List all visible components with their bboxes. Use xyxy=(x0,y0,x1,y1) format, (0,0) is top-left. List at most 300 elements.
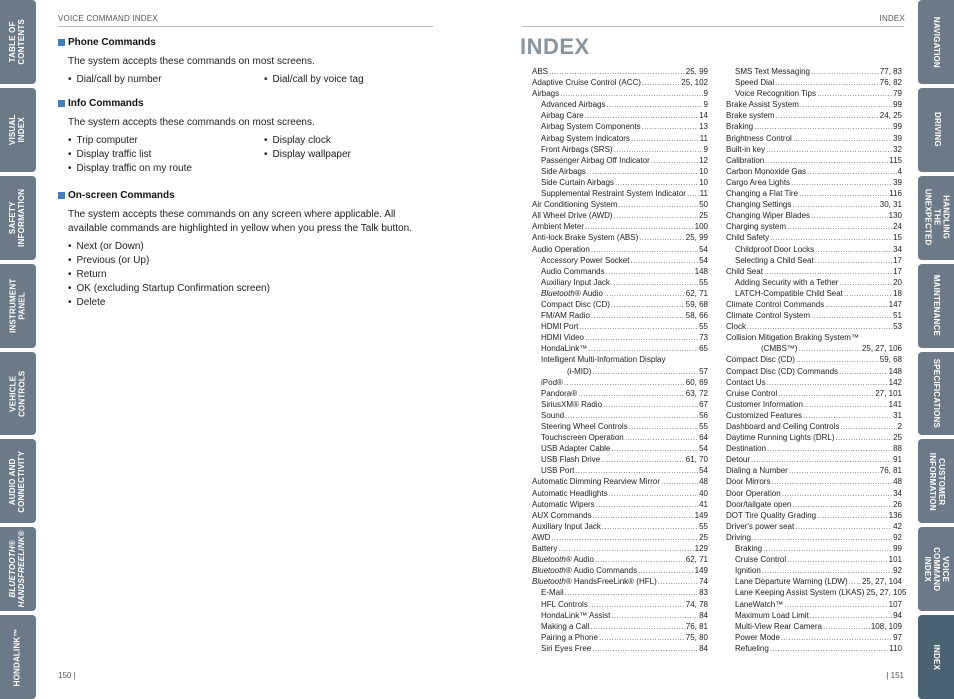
index-entry[interactable] xyxy=(726,255,902,266)
index-entry-pages[interactable]: 10 xyxy=(699,166,708,176)
index-entry[interactable] xyxy=(726,454,902,465)
index-entry[interactable] xyxy=(532,499,708,510)
index-entry[interactable] xyxy=(532,465,708,476)
list-item: • Delete xyxy=(68,296,433,310)
index-entry-label: Contact Us xyxy=(726,377,766,387)
index-entry-pages[interactable]: 55 xyxy=(699,322,708,332)
index-entry[interactable] xyxy=(726,410,902,421)
index-entry-pages[interactable]: 99 xyxy=(893,122,902,132)
index-entry[interactable] xyxy=(532,121,708,132)
index-entry[interactable] xyxy=(726,288,902,299)
index-entry-pages[interactable]: 4 xyxy=(897,166,902,176)
index-entry-label: Carbon Monoxide Gas xyxy=(726,166,807,176)
index-entry[interactable] xyxy=(532,110,708,121)
square-bullet-icon xyxy=(58,100,65,107)
dot-leader xyxy=(631,133,699,144)
phone-commands-section xyxy=(58,37,433,87)
index-entry[interactable] xyxy=(726,88,902,99)
index-entry-pages[interactable]: 11 xyxy=(699,189,708,199)
index-entry-pages[interactable]: 94 xyxy=(893,610,902,620)
index-entry-pages[interactable]: 25, 27, 104 xyxy=(861,577,902,587)
index-entry-label: Driver's power seat xyxy=(726,521,795,531)
index-entry-pages[interactable]: 148 xyxy=(888,366,902,376)
index-entry-pages[interactable]: 76, 81 xyxy=(685,621,708,631)
index-entry-pages[interactable]: 2 xyxy=(897,422,902,431)
index-entry-pages[interactable]: 9 xyxy=(703,89,708,99)
index-entry-pages[interactable]: 50 xyxy=(699,200,708,210)
index-entry[interactable] xyxy=(726,599,902,610)
index-entry-pages[interactable]: 74, 78 xyxy=(685,599,708,609)
tab-visual-index[interactable] xyxy=(0,88,36,172)
index-entry-pages[interactable]: 56 xyxy=(699,410,708,420)
index-entry[interactable] xyxy=(726,177,902,188)
index-entry[interactable] xyxy=(532,188,708,199)
index-entry[interactable] xyxy=(532,221,708,232)
index-entry-pages[interactable]: 39 xyxy=(893,177,902,187)
index-entry[interactable] xyxy=(726,110,902,121)
dot-leader xyxy=(603,399,698,410)
index-entry[interactable] xyxy=(726,244,902,255)
index-entry-pages[interactable]: 17 xyxy=(893,255,902,265)
index-entry[interactable] xyxy=(532,266,708,277)
index-entry-pages[interactable]: 75, 80 xyxy=(685,632,708,642)
index-entry-pages[interactable]: 83 xyxy=(699,588,708,598)
index-entry[interactable] xyxy=(532,632,708,643)
index-entry-pages[interactable]: 129 xyxy=(694,544,708,554)
index-entry-pages[interactable]: 97 xyxy=(893,632,902,642)
index-entry[interactable] xyxy=(532,277,708,288)
index-entry-pages[interactable]: 59, 68 xyxy=(879,355,902,365)
index-entry-pages[interactable]: 149 xyxy=(694,510,708,520)
index-entry[interactable] xyxy=(532,554,708,565)
list-item: • Return xyxy=(68,268,433,282)
index-entry-pages[interactable]: 60, 69 xyxy=(685,377,708,387)
index-entry[interactable] xyxy=(726,188,902,199)
index-entry[interactable] xyxy=(532,488,708,499)
tab-specifications[interactable] xyxy=(918,352,954,436)
index-entry-pages[interactable]: 147 xyxy=(888,299,902,309)
index-entry[interactable] xyxy=(532,332,708,343)
index-entry-pages[interactable]: 149 xyxy=(694,566,708,576)
index-entry-label: Charging system xyxy=(726,222,787,232)
dot-leader xyxy=(787,221,892,232)
index-entry[interactable] xyxy=(726,443,902,454)
index-entry[interactable] xyxy=(532,377,708,388)
index-entry[interactable] xyxy=(532,144,708,155)
index-entry[interactable] xyxy=(726,510,902,521)
index-entry-pages[interactable]: 24 xyxy=(893,222,902,232)
index-entry-label: Lane Keeping Assist System (LKAS) xyxy=(735,588,865,598)
section-description: The system accepts these commands on any screen where applicable. All available commands are highlighted in yellow when you press the Talk button. xyxy=(68,209,412,234)
square-bullet-icon xyxy=(58,192,65,199)
index-entry[interactable] xyxy=(532,432,708,443)
index-entry[interactable] xyxy=(532,454,708,465)
index-entry[interactable] xyxy=(726,144,902,155)
index-entry-label: Daytime Running Lights (DRL) xyxy=(726,433,835,443)
tab-label: AUDIO AND CONNECTIVITY xyxy=(8,450,26,513)
tab-vehicle-controls[interactable] xyxy=(0,352,36,436)
dot-leader xyxy=(807,166,897,177)
index-entry-pages[interactable]: 55 xyxy=(699,422,708,431)
index-entry[interactable] xyxy=(726,99,902,110)
index-entry[interactable] xyxy=(726,266,902,277)
dot-leader xyxy=(796,354,879,365)
index-entry-pages[interactable]: 62, 71 xyxy=(685,555,708,565)
index-entry-pages[interactable]: 25 xyxy=(699,211,708,221)
index-entry[interactable] xyxy=(726,565,902,576)
index-entry[interactable] xyxy=(532,343,708,354)
index-entry-label: Anti-lock Brake System (ABS) xyxy=(532,233,639,243)
dot-leader xyxy=(789,465,879,476)
dot-leader xyxy=(578,388,685,399)
index-entry-pages[interactable]: 55 xyxy=(699,277,708,287)
index-entry[interactable] xyxy=(532,532,708,543)
dot-leader xyxy=(639,232,685,243)
index-entry[interactable] xyxy=(532,310,708,321)
index-entry-pages[interactable]: 59, 68 xyxy=(685,299,708,309)
index-entry-pages[interactable]: 142 xyxy=(888,377,902,387)
index-entry-pages[interactable]: 25, 99 xyxy=(685,233,708,243)
index-entry-pages[interactable]: 79 xyxy=(893,89,902,99)
index-entry-pages[interactable]: 74 xyxy=(699,577,708,587)
index-entry[interactable] xyxy=(532,366,708,377)
list-item: • Previous (or Up) xyxy=(68,254,433,268)
index-entry-pages[interactable]: 130 xyxy=(888,211,902,221)
index-entry-pages[interactable]: 25 xyxy=(893,433,902,443)
dot-leader xyxy=(839,277,892,288)
dot-leader xyxy=(844,288,892,299)
index-entry[interactable] xyxy=(726,133,902,144)
index-entry-pages[interactable]: 32 xyxy=(893,144,902,154)
index-entry[interactable] xyxy=(532,587,708,598)
index-entry-pages[interactable]: 91 xyxy=(893,455,902,465)
index-entry-label: FM/AM Radio xyxy=(541,311,590,321)
index-entry-pages[interactable]: 54 xyxy=(699,466,708,476)
index-entry[interactable] xyxy=(726,366,902,377)
index-entry-label: Climate Control System xyxy=(726,311,811,321)
index-entry-pages[interactable]: 116 xyxy=(889,189,902,199)
index-entry-pages[interactable]: 48 xyxy=(893,477,902,487)
index-entry-pages[interactable]: 108, 109 xyxy=(870,621,902,631)
index-entry-label: Air Conditioning System xyxy=(532,200,618,210)
index-entry[interactable] xyxy=(726,199,902,210)
index-entry[interactable] xyxy=(726,221,902,232)
index-entry-pages[interactable]: 100 xyxy=(694,222,708,232)
index-entry[interactable] xyxy=(532,576,708,587)
index-entry-label: Airbags xyxy=(532,89,560,99)
index-entry[interactable] xyxy=(726,399,902,410)
index-entry-pages[interactable]: 27, 101 xyxy=(875,388,902,398)
index-entry-label: Braking xyxy=(726,122,754,132)
index-entry[interactable] xyxy=(532,66,708,77)
index-entry-pages[interactable]: 24, 25 xyxy=(879,111,902,121)
dot-leader xyxy=(811,310,892,321)
index-entry-pages[interactable]: 76, 81 xyxy=(879,466,902,476)
index-entry-pages[interactable]: 148 xyxy=(694,266,708,276)
index-entry-pages[interactable]: 53 xyxy=(893,322,902,332)
index-entry[interactable] xyxy=(532,199,708,210)
index-entry[interactable] xyxy=(532,421,708,432)
index-entry[interactable] xyxy=(726,332,902,343)
dot-leader xyxy=(792,499,892,510)
dot-leader xyxy=(564,377,685,388)
index-entry-pages[interactable]: 57 xyxy=(699,366,708,376)
tab-voice-command-index[interactable] xyxy=(918,527,954,611)
index-entry[interactable] xyxy=(726,643,902,654)
index-entry[interactable] xyxy=(532,543,708,554)
index-entry-pages[interactable]: 42 xyxy=(893,521,902,531)
dot-leader xyxy=(804,399,888,410)
index-entry-label: HDMI Port xyxy=(541,322,579,332)
index-entry[interactable] xyxy=(532,621,708,632)
index-column-1 xyxy=(532,66,708,654)
index-entry-pages[interactable]: 18 xyxy=(893,288,902,298)
tab-instrument-panel[interactable] xyxy=(0,264,36,348)
index-entry-pages[interactable]: 14 xyxy=(699,111,708,121)
running-header-right: INDEX xyxy=(879,14,905,23)
index-entry-pages[interactable]: 41 xyxy=(699,499,708,509)
index-entry[interactable] xyxy=(726,321,902,332)
index-entry-pages[interactable]: 58, 66 xyxy=(685,311,708,321)
index-entry[interactable] xyxy=(726,232,902,243)
index-entry[interactable] xyxy=(532,565,708,576)
tab-audio-connectivity[interactable] xyxy=(0,439,36,523)
index-entry[interactable] xyxy=(726,354,902,365)
index-entry-pages[interactable]: 25, 102 xyxy=(681,78,708,88)
index-entry-pages[interactable]: 15 xyxy=(893,233,902,243)
index-entry-pages[interactable]: 101 xyxy=(888,555,902,565)
dot-leader xyxy=(823,621,870,632)
index-entry-pages[interactable]: 9 xyxy=(703,100,708,110)
index-entry-pages[interactable]: 61, 70 xyxy=(685,455,708,465)
index-entry-pages[interactable]: 76, 82 xyxy=(879,78,902,88)
index-entry[interactable] xyxy=(726,610,902,621)
list-item: • OK (excluding Startup Confirmation screen) xyxy=(68,282,433,296)
index-entry[interactable] xyxy=(726,576,902,587)
index-entry-label: Power Mode xyxy=(735,632,780,642)
index-entry-pages[interactable]: 54 xyxy=(699,255,708,265)
index-entry[interactable] xyxy=(532,288,708,299)
index-entry-pages[interactable]: 136 xyxy=(888,510,902,520)
index-entry-pages[interactable]: 11 xyxy=(699,133,708,143)
index-entry[interactable] xyxy=(726,543,902,554)
index-entry-pages[interactable]: 92 xyxy=(893,566,902,576)
dot-leader xyxy=(767,377,888,388)
dot-leader xyxy=(560,88,702,99)
tab-safety-information[interactable] xyxy=(0,176,36,260)
index-entry-pages[interactable]: 30, 31 xyxy=(879,200,902,210)
index-entry[interactable] xyxy=(532,388,708,399)
index-entry-pages[interactable]: 64 xyxy=(699,433,708,443)
index-entry-label: Child Seat xyxy=(726,266,763,276)
index-entry-pages[interactable]: 54 xyxy=(699,444,708,454)
dot-leader xyxy=(800,99,892,110)
index-entry-pages[interactable]: 67 xyxy=(699,399,708,409)
index-entry-pages[interactable]: 92 xyxy=(893,532,902,542)
index-entry[interactable] xyxy=(726,421,902,432)
index-entry[interactable] xyxy=(726,499,902,510)
index-entry-pages[interactable]: 141 xyxy=(888,399,902,409)
dot-leader xyxy=(590,621,684,632)
index-entry[interactable] xyxy=(726,432,902,443)
index-entry[interactable] xyxy=(532,177,708,188)
index-entry[interactable] xyxy=(532,443,708,454)
index-entry-pages[interactable]: 107 xyxy=(888,599,902,609)
index-entry[interactable] xyxy=(532,521,708,532)
index-entry[interactable] xyxy=(726,155,902,166)
index-entry-label: Driving xyxy=(726,532,751,542)
list-item: • Display traffic on my route xyxy=(68,162,264,176)
dot-leader xyxy=(817,510,888,521)
tab-customer-information[interactable] xyxy=(918,439,954,523)
index-entry[interactable] xyxy=(726,299,902,310)
dot-leader xyxy=(651,155,698,166)
index-entry[interactable] xyxy=(532,321,708,332)
index-entry[interactable] xyxy=(532,510,708,521)
tab-navigation[interactable] xyxy=(918,0,954,84)
index-entry[interactable] xyxy=(532,232,708,243)
index-entry-label: Automatic Dimming Rearview Mirror xyxy=(532,477,661,487)
index-entry[interactable] xyxy=(532,77,708,88)
index-entry[interactable] xyxy=(532,99,708,110)
tab-index[interactable] xyxy=(918,615,954,699)
dot-leader xyxy=(607,99,703,110)
index-entry-pages[interactable]: 62, 71 xyxy=(685,288,708,298)
tab-table-of-contents[interactable] xyxy=(0,0,36,84)
index-entry[interactable] xyxy=(726,310,902,321)
index-entry[interactable] xyxy=(726,465,902,476)
dot-leader xyxy=(762,565,892,576)
tab-label: SPECIFICATIONS xyxy=(932,358,942,429)
index-entry-pages[interactable]: 25, 27, 105 xyxy=(866,588,907,598)
index-entry[interactable] xyxy=(532,610,708,621)
index-entry-pages[interactable]: 84 xyxy=(699,610,708,620)
index-entry-label: Cruise Control xyxy=(735,555,787,565)
index-entry[interactable] xyxy=(726,554,902,565)
dot-leader xyxy=(798,343,861,354)
index-entry[interactable] xyxy=(532,599,708,610)
index-entry-pages[interactable]: 13 xyxy=(699,122,708,132)
index-entry-pages[interactable]: 17 xyxy=(893,266,902,276)
index-entry-pages[interactable]: 115 xyxy=(889,155,902,165)
tab-handling-unexpected[interactable] xyxy=(918,176,954,260)
index-entry-pages[interactable]: 88 xyxy=(893,444,902,454)
index-entry[interactable] xyxy=(532,410,708,421)
command-list xyxy=(68,240,433,310)
index-entry-pages[interactable]: 25, 99 xyxy=(685,67,708,76)
index-entry[interactable] xyxy=(726,121,902,132)
index-entry[interactable] xyxy=(726,210,902,221)
index-entry-pages[interactable]: 51 xyxy=(893,311,902,321)
index-entry[interactable] xyxy=(726,343,902,354)
index-entry[interactable] xyxy=(726,388,902,399)
index-entry-pages[interactable]: 26 xyxy=(893,499,902,509)
header-divider-right xyxy=(522,26,904,27)
dot-leader xyxy=(771,476,892,487)
index-entry[interactable] xyxy=(726,632,902,643)
index-entry-label: Front Airbags (SRS) xyxy=(541,144,613,154)
index-entry-pages[interactable]: 9 xyxy=(703,144,708,154)
index-entry-pages[interactable]: 20 xyxy=(893,277,902,287)
dot-leader xyxy=(765,155,888,166)
tab-bluetooth-handsfreelink[interactable] xyxy=(0,527,36,611)
dot-leader xyxy=(815,244,892,255)
square-bullet-icon xyxy=(58,39,65,46)
index-entry-pages[interactable]: 54 xyxy=(699,244,708,254)
index-entry[interactable] xyxy=(726,488,902,499)
index-entry[interactable] xyxy=(532,244,708,255)
index-entry-pages[interactable]: 63, 72 xyxy=(685,388,708,398)
index-entry-pages[interactable]: 73 xyxy=(699,333,708,343)
index-entry-pages[interactable]: 34 xyxy=(893,244,902,254)
index-entry[interactable] xyxy=(726,277,902,288)
index-entry-pages[interactable]: 10 xyxy=(699,177,708,187)
index-entry[interactable] xyxy=(726,77,902,88)
index-entry[interactable] xyxy=(532,299,708,310)
index-entry-pages[interactable]: 84 xyxy=(699,643,708,653)
index-entry-pages[interactable]: 25 xyxy=(699,532,708,542)
index-entry-pages[interactable]: 12 xyxy=(699,155,708,165)
index-entry[interactable] xyxy=(532,155,708,166)
index-entry-pages[interactable]: 34 xyxy=(893,488,902,498)
index-entry[interactable] xyxy=(726,532,902,543)
index-entry[interactable] xyxy=(726,587,907,598)
index-entry[interactable] xyxy=(532,255,708,266)
tab-label: SAFETY INFORMATION xyxy=(8,188,27,247)
index-entry[interactable] xyxy=(532,354,708,365)
index-entry[interactable] xyxy=(726,521,902,532)
index-entry[interactable] xyxy=(726,166,902,177)
index-entry-pages[interactable]: 99 xyxy=(893,544,902,554)
index-entry-pages[interactable]: 31 xyxy=(893,410,902,420)
index-entry[interactable] xyxy=(532,133,708,144)
index-entry[interactable] xyxy=(726,621,902,632)
tab-maintenance[interactable] xyxy=(918,264,954,348)
index-entry-pages[interactable]: 65 xyxy=(699,344,708,354)
dot-leader xyxy=(551,532,698,543)
index-entry[interactable] xyxy=(532,210,708,221)
index-entry[interactable] xyxy=(532,88,708,99)
index-entry[interactable] xyxy=(532,399,708,410)
tab-label: BLUETOOTH® HANDSFREELINK® xyxy=(8,530,27,608)
index-entry[interactable] xyxy=(726,66,902,77)
index-entry-pages[interactable]: 25, 27, 106 xyxy=(861,344,902,354)
index-entry-label: LaneWatch™ xyxy=(735,599,784,609)
tab-hondalink[interactable] xyxy=(0,615,36,699)
dot-leader xyxy=(565,410,698,421)
index-entry-pages[interactable]: 99 xyxy=(893,100,902,110)
index-entry-pages[interactable]: 40 xyxy=(699,488,708,498)
index-entry[interactable] xyxy=(532,476,708,487)
section-title: Phone Commands xyxy=(68,37,156,48)
index-entry-pages[interactable]: 110 xyxy=(889,643,902,653)
index-entry[interactable] xyxy=(532,643,708,654)
dot-leader xyxy=(787,554,888,565)
index-entry-pages[interactable]: 48 xyxy=(699,477,708,487)
index-entry-pages[interactable]: 39 xyxy=(893,133,902,143)
index-entry-label: Supplemental Restraint System Indicator xyxy=(541,189,686,199)
index-entry[interactable] xyxy=(532,166,708,177)
index-entry-label: Adding Security with a Tether xyxy=(735,277,839,287)
index-entry-pages[interactable]: 55 xyxy=(699,521,708,531)
index-entry-label: All Wheel Drive (AWD) xyxy=(532,211,613,221)
index-entry[interactable] xyxy=(726,476,902,487)
dot-leader xyxy=(549,66,685,77)
index-entry-label: HFL Controls xyxy=(541,599,588,609)
index-entry-pages[interactable]: 77, 83 xyxy=(879,67,902,76)
tab-driving[interactable] xyxy=(918,88,954,172)
index-entry[interactable] xyxy=(726,377,902,388)
